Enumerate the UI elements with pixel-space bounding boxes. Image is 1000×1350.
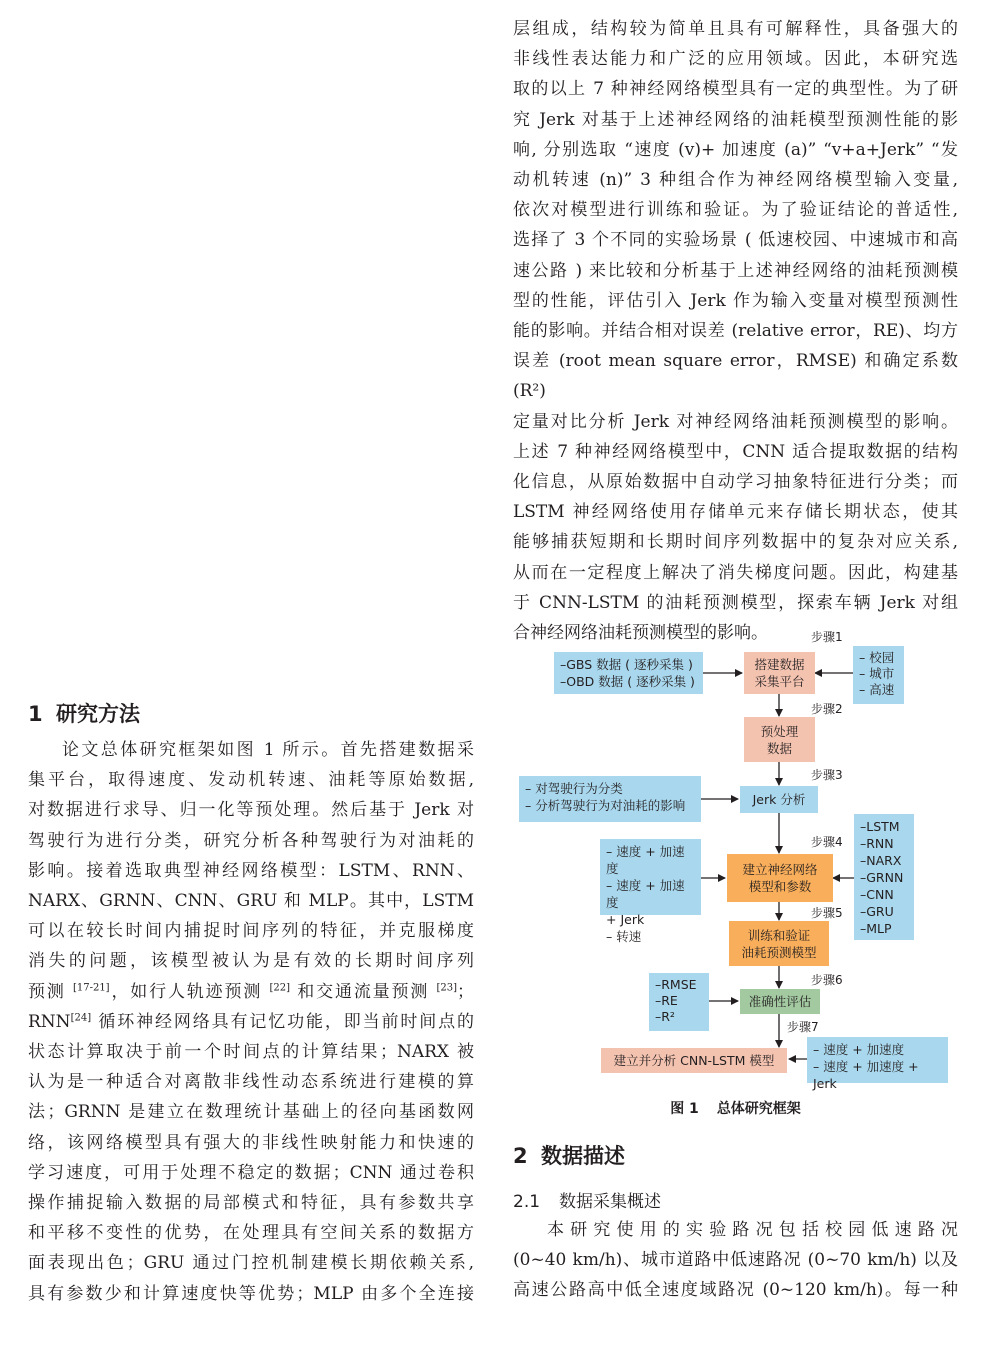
text-line: 和平移不变性的优势，在处理具有空间关系的数据方 [28, 1223, 474, 1244]
box-line: –RMSE [655, 977, 697, 992]
figure-research-framework [513, 620, 958, 1117]
section-number: 2 [513, 1144, 528, 1168]
step-label: 步骤1 [811, 630, 843, 644]
box-line: 建立并分析 CNN-LSTM 模型 [613, 1053, 775, 1068]
box-line: –NARX [860, 853, 902, 868]
box-line: – 城市 [859, 666, 895, 681]
box-line: –MLP [860, 921, 892, 936]
text-line: 能的影响。并结合相对误差 (relative error，RE)、均方 [513, 321, 958, 342]
text-line: 合神经网络油耗预测模型的影响。 [513, 623, 768, 644]
text-line: (0~40 km/h)、城市道路中低速路况 (0~70 km/h) 以及 [513, 1250, 958, 1271]
text-line: 上述 7 种神经网络模型中，CNN 适合提取数据的结构 [513, 441, 958, 462]
box-line: – 速度 + 加速度 [606, 844, 685, 876]
text-fragment: 和交通流量预测 [290, 981, 437, 1002]
box-line: – 速度 + 加速度 + Jerk [813, 1059, 919, 1091]
text-fragment: ； [457, 981, 474, 1002]
step-label: 步骤2 [811, 702, 843, 716]
box-line: + Jerk [606, 912, 645, 927]
box-line: –R² [655, 1009, 675, 1024]
train-validate-box [729, 921, 829, 966]
section-title: 研究方法 [56, 702, 140, 726]
models-box [854, 814, 914, 940]
text-line: 选择了 3 个不同的实验场景 ( 低速校园、中速城市和高 [513, 230, 958, 251]
text-line: 具有参数少和计算速度快等优势；MLP 由多个全连接 [28, 1283, 474, 1304]
build-platform-box [744, 652, 815, 694]
text-fragment: RNN [28, 1011, 71, 1032]
text-line: 取的以上 7 种神经网络模型具有一定的典型性。为了研 [513, 79, 958, 100]
cnn-lstm-box [601, 1048, 787, 1073]
text-line: 集平台，取得速度、发动机转速、油耗等原始数据, [28, 770, 474, 791]
box-line: –GRNN [860, 870, 904, 885]
text-line: 速公路 ) 来比较和分析基于上述神经网络的油耗预测模 [513, 260, 958, 281]
accuracy-eval-box [740, 989, 820, 1014]
data-sources-box [554, 652, 703, 694]
step-label: 步骤4 [811, 835, 843, 849]
box-line: – 分析驾驶行为对油耗的影响 [525, 798, 686, 813]
text-line: 型的性能，评估引入 Jerk 作为输入变量对模型预测性 [513, 290, 958, 311]
jerk-analysis-box [740, 786, 818, 813]
text-line: 认为是一种适合对离散非线性动态系统进行建模的算 [28, 1072, 474, 1093]
box-line: – 对驾驶行为分类 [525, 781, 623, 796]
box-line: 预处理 [760, 723, 799, 739]
text-line: 可以在较长时间内捕捉时间序列的特征，并克服梯度 [28, 921, 474, 942]
subsection-number: 2.1 [513, 1192, 541, 1212]
text-line: 消失的问题，该模型被认为是有效的长期时间序列 [28, 951, 474, 972]
text-line: 能够捕获短期和长期时间序列数据中的复杂对应关系, [513, 532, 958, 553]
citation: [24] [70, 1012, 92, 1024]
box-line: –LSTM [860, 819, 900, 834]
left-column-paragraph [28, 735, 474, 1309]
step-label: 步骤7 [787, 1020, 819, 1034]
text-line: 层组成，结构较为简单且具有可解释性，具备强大的 [513, 19, 958, 39]
text-line: 非线性表达能力和广泛的应用领域。因此，本研究选 [513, 49, 958, 70]
text-line: 化信息，从原始数据中自动学习抽象特征进行分类；而 [513, 472, 958, 493]
citation: [22] [269, 981, 291, 993]
input-variables-box [600, 839, 701, 944]
section-title: 数据描述 [541, 1144, 625, 1168]
section-1-heading [28, 698, 140, 728]
citation: [17-21] [72, 981, 110, 993]
box-line: –RNN [860, 836, 894, 851]
box-line: – 转速 [606, 929, 642, 944]
box-line: 搭建数据 [754, 657, 805, 672]
figure-caption [513, 1098, 958, 1118]
step-label: 步骤5 [811, 906, 843, 920]
citation: [23] [436, 981, 457, 993]
text-line: 本研究使用的实验路况包括校园低速路况 [547, 1220, 958, 1240]
section-number: 1 [28, 702, 43, 726]
step-label: 步骤6 [811, 973, 843, 987]
behavior-box [519, 776, 701, 822]
text-line: 法；GRNN 是建立在数理统计基础上的径向基函数网 [28, 1102, 474, 1123]
section-2-heading [513, 1140, 625, 1170]
text-line-with-citations [28, 1007, 474, 1037]
box-line: 训练和验证 [747, 927, 811, 943]
text-line: 学习速度，可用于处理不稳定的数据；CNN 通过卷积 [28, 1162, 474, 1183]
box-line: –OBD 数据 ( 逐秒采集 ) [560, 674, 695, 689]
text-line: 于 CNN-LSTM 的油耗预测模型，探索车辆 Jerk 对组 [513, 592, 958, 613]
text-line: LSTM 神经网络使用存储单元来存储长期状态，使其 [513, 502, 958, 523]
text-line: 定量对比分析 Jerk 对神经网络油耗预测模型的影响。 [513, 411, 958, 432]
section-2-1-heading [513, 1187, 661, 1212]
text-fragment: ，如行人轨迹预测 [109, 981, 270, 1002]
box-line: 建立神经网络 [742, 862, 818, 877]
text-line-with-citations [28, 977, 474, 1007]
right-column-paragraph [513, 14, 958, 648]
text-line: 论文总体研究框架如图 1 所示。首先搭建数据采 [62, 740, 474, 760]
box-line: –CNN [860, 887, 894, 902]
box-line: – 校园 [859, 650, 895, 665]
text-line: 高速公路高中低全速度域路况 (0~120 km/h)。每一种 [513, 1280, 958, 1301]
text-line: 究 Jerk 对基于上述神经网络的油耗模型预测性能的影 [513, 109, 958, 130]
text-line: 误差 (root mean square error，RMSE) 和确定系数 (R²) [513, 351, 958, 402]
text-line: 对数据进行求导、归一化等预处理。然后基于 Jerk 对 [28, 800, 474, 821]
text-fragment: 预测 [28, 981, 73, 1002]
text-line: 驾驶行为进行分类，研究分析各种驾驶行为对油耗的 [28, 830, 474, 851]
right-column-paragraph-bottom [513, 1215, 958, 1306]
build-network-box [727, 854, 833, 902]
subsection-title: 数据采集概述 [559, 1192, 661, 1212]
figure-number: 图 1 [670, 1101, 699, 1117]
box-line: –RE [655, 993, 678, 1008]
text-line: NARX、GRNN、CNN、GRU 和 MLP。其中，LSTM [28, 891, 474, 912]
box-line: 油耗预测模型 [741, 944, 817, 960]
metrics-box [649, 973, 709, 1031]
figure-title: 总体研究框架 [716, 1101, 801, 1117]
text-line: 状态计算取决于前一个时间点的计算结果；NARX 被 [28, 1042, 474, 1063]
box-line: – 速度 + 加速度 [606, 878, 685, 910]
text-line: 从而在一定程度上解决了消失梯度问题。因此，构建基 [513, 562, 958, 583]
box-line: 采集平台 [754, 674, 805, 689]
text-line: 操作捕捉输入数据的局部模式和特征，具有参数共享 [28, 1193, 474, 1214]
text-line: 依次对模型进行训练和验证。为了验证结论的普适性, [513, 200, 958, 221]
box-line: 准确性评估 [748, 994, 812, 1009]
box-line: – 速度 + 加速度 [813, 1042, 905, 1057]
text-fragment: 循环神经网络具有记忆功能，即当前时间点的 [91, 1011, 474, 1032]
box-line: 数据 [766, 740, 792, 756]
box-line: –GRU [860, 904, 894, 919]
text-line: 面表现出色；GRU 通过门控机制建模长期依赖关系, [28, 1253, 474, 1274]
preprocess-box [744, 717, 815, 762]
cnn-inputs-box [807, 1037, 948, 1091]
box-line: Jerk 分析 [752, 792, 806, 807]
box-line: – 高速 [859, 682, 895, 697]
box-line: 模型和参数 [748, 879, 812, 894]
text-line: 影响。接着选取典型神经网络模型：LSTM、RNN、 [28, 860, 474, 881]
step-label: 步骤3 [811, 768, 843, 782]
text-line: 响, 分别选取 “速度 (v)+ 加速度 (a)” “v+a+Jerk” “发 [513, 139, 958, 160]
scenes-box [853, 646, 904, 704]
text-line: 动机转速 (n)” 3 种组合作为神经网络模型输入变量, [513, 170, 958, 191]
box-line: –GBS 数据 ( 逐秒采集 ) [560, 657, 693, 672]
text-line: 络，该网络模型具有强大的非线性映射能力和快速的 [28, 1132, 474, 1153]
